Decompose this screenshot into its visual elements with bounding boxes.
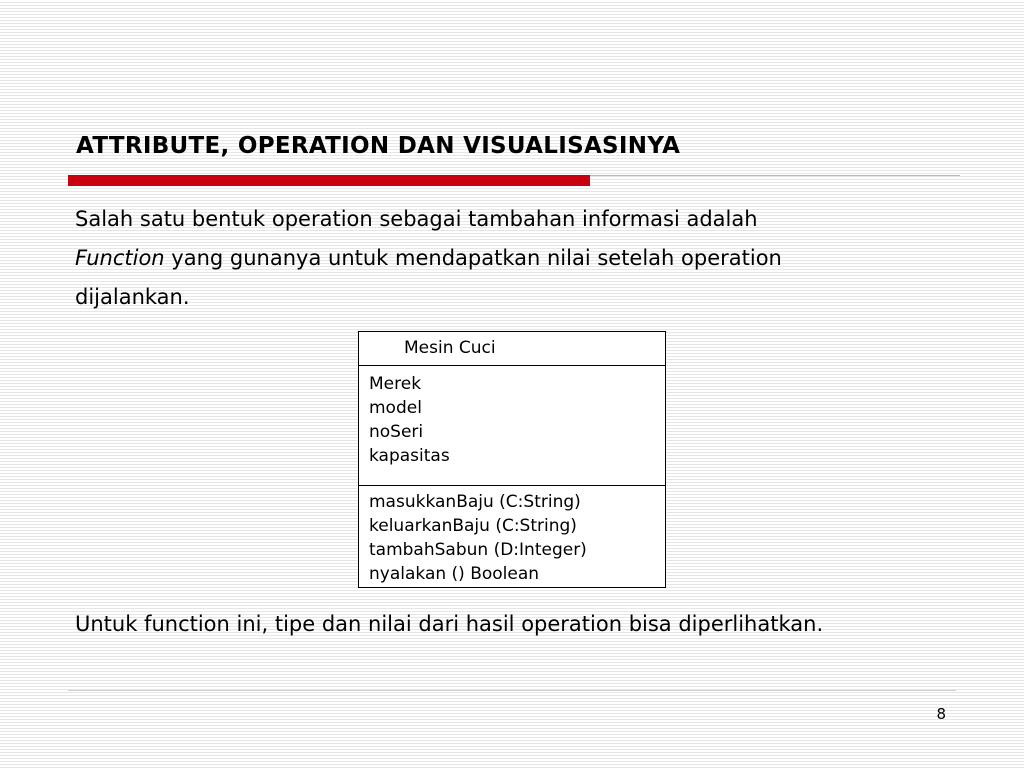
uml-operation: nyalakan () Boolean (369, 564, 540, 584)
intro-line-1: Salah satu bentuk operation sebagai tambahan informasi adalah (75, 207, 758, 231)
uml-operation: masukkanBaju (C:String) (369, 492, 581, 512)
uml-attribute: Merek (369, 374, 422, 394)
uml-attribute: noSeri (369, 422, 424, 442)
uml-operation: tambahSabun (D:Integer) (369, 540, 587, 560)
closing-paragraph: Untuk function ini, tipe dan nilai dari hasil operation bisa diperlihatkan. (75, 612, 824, 636)
uml-class-name: Mesin Cuci (359, 332, 665, 366)
uml-class-diagram (358, 331, 666, 588)
footer-divider (68, 690, 956, 691)
title-underline-thin (590, 175, 960, 176)
function-term: Function (75, 246, 165, 270)
intro-line-3: dijalankan. (75, 285, 190, 309)
uml-operations-section (359, 486, 665, 587)
slide-title: ATTRIBUTE, OPERATION DAN VISUALISASINYA (76, 133, 681, 159)
uml-attribute: kapasitas (369, 446, 450, 466)
uml-attributes-section (359, 366, 665, 486)
uml-attribute: model (369, 398, 422, 418)
page-number: 8 (936, 705, 946, 723)
intro-line-2: yang gunanya untuk mendapatkan nilai setelah operation (164, 246, 782, 270)
title-underline-accent (68, 175, 590, 186)
intro-paragraph (75, 200, 975, 317)
uml-operation: keluarkanBaju (C:String) (369, 516, 577, 536)
